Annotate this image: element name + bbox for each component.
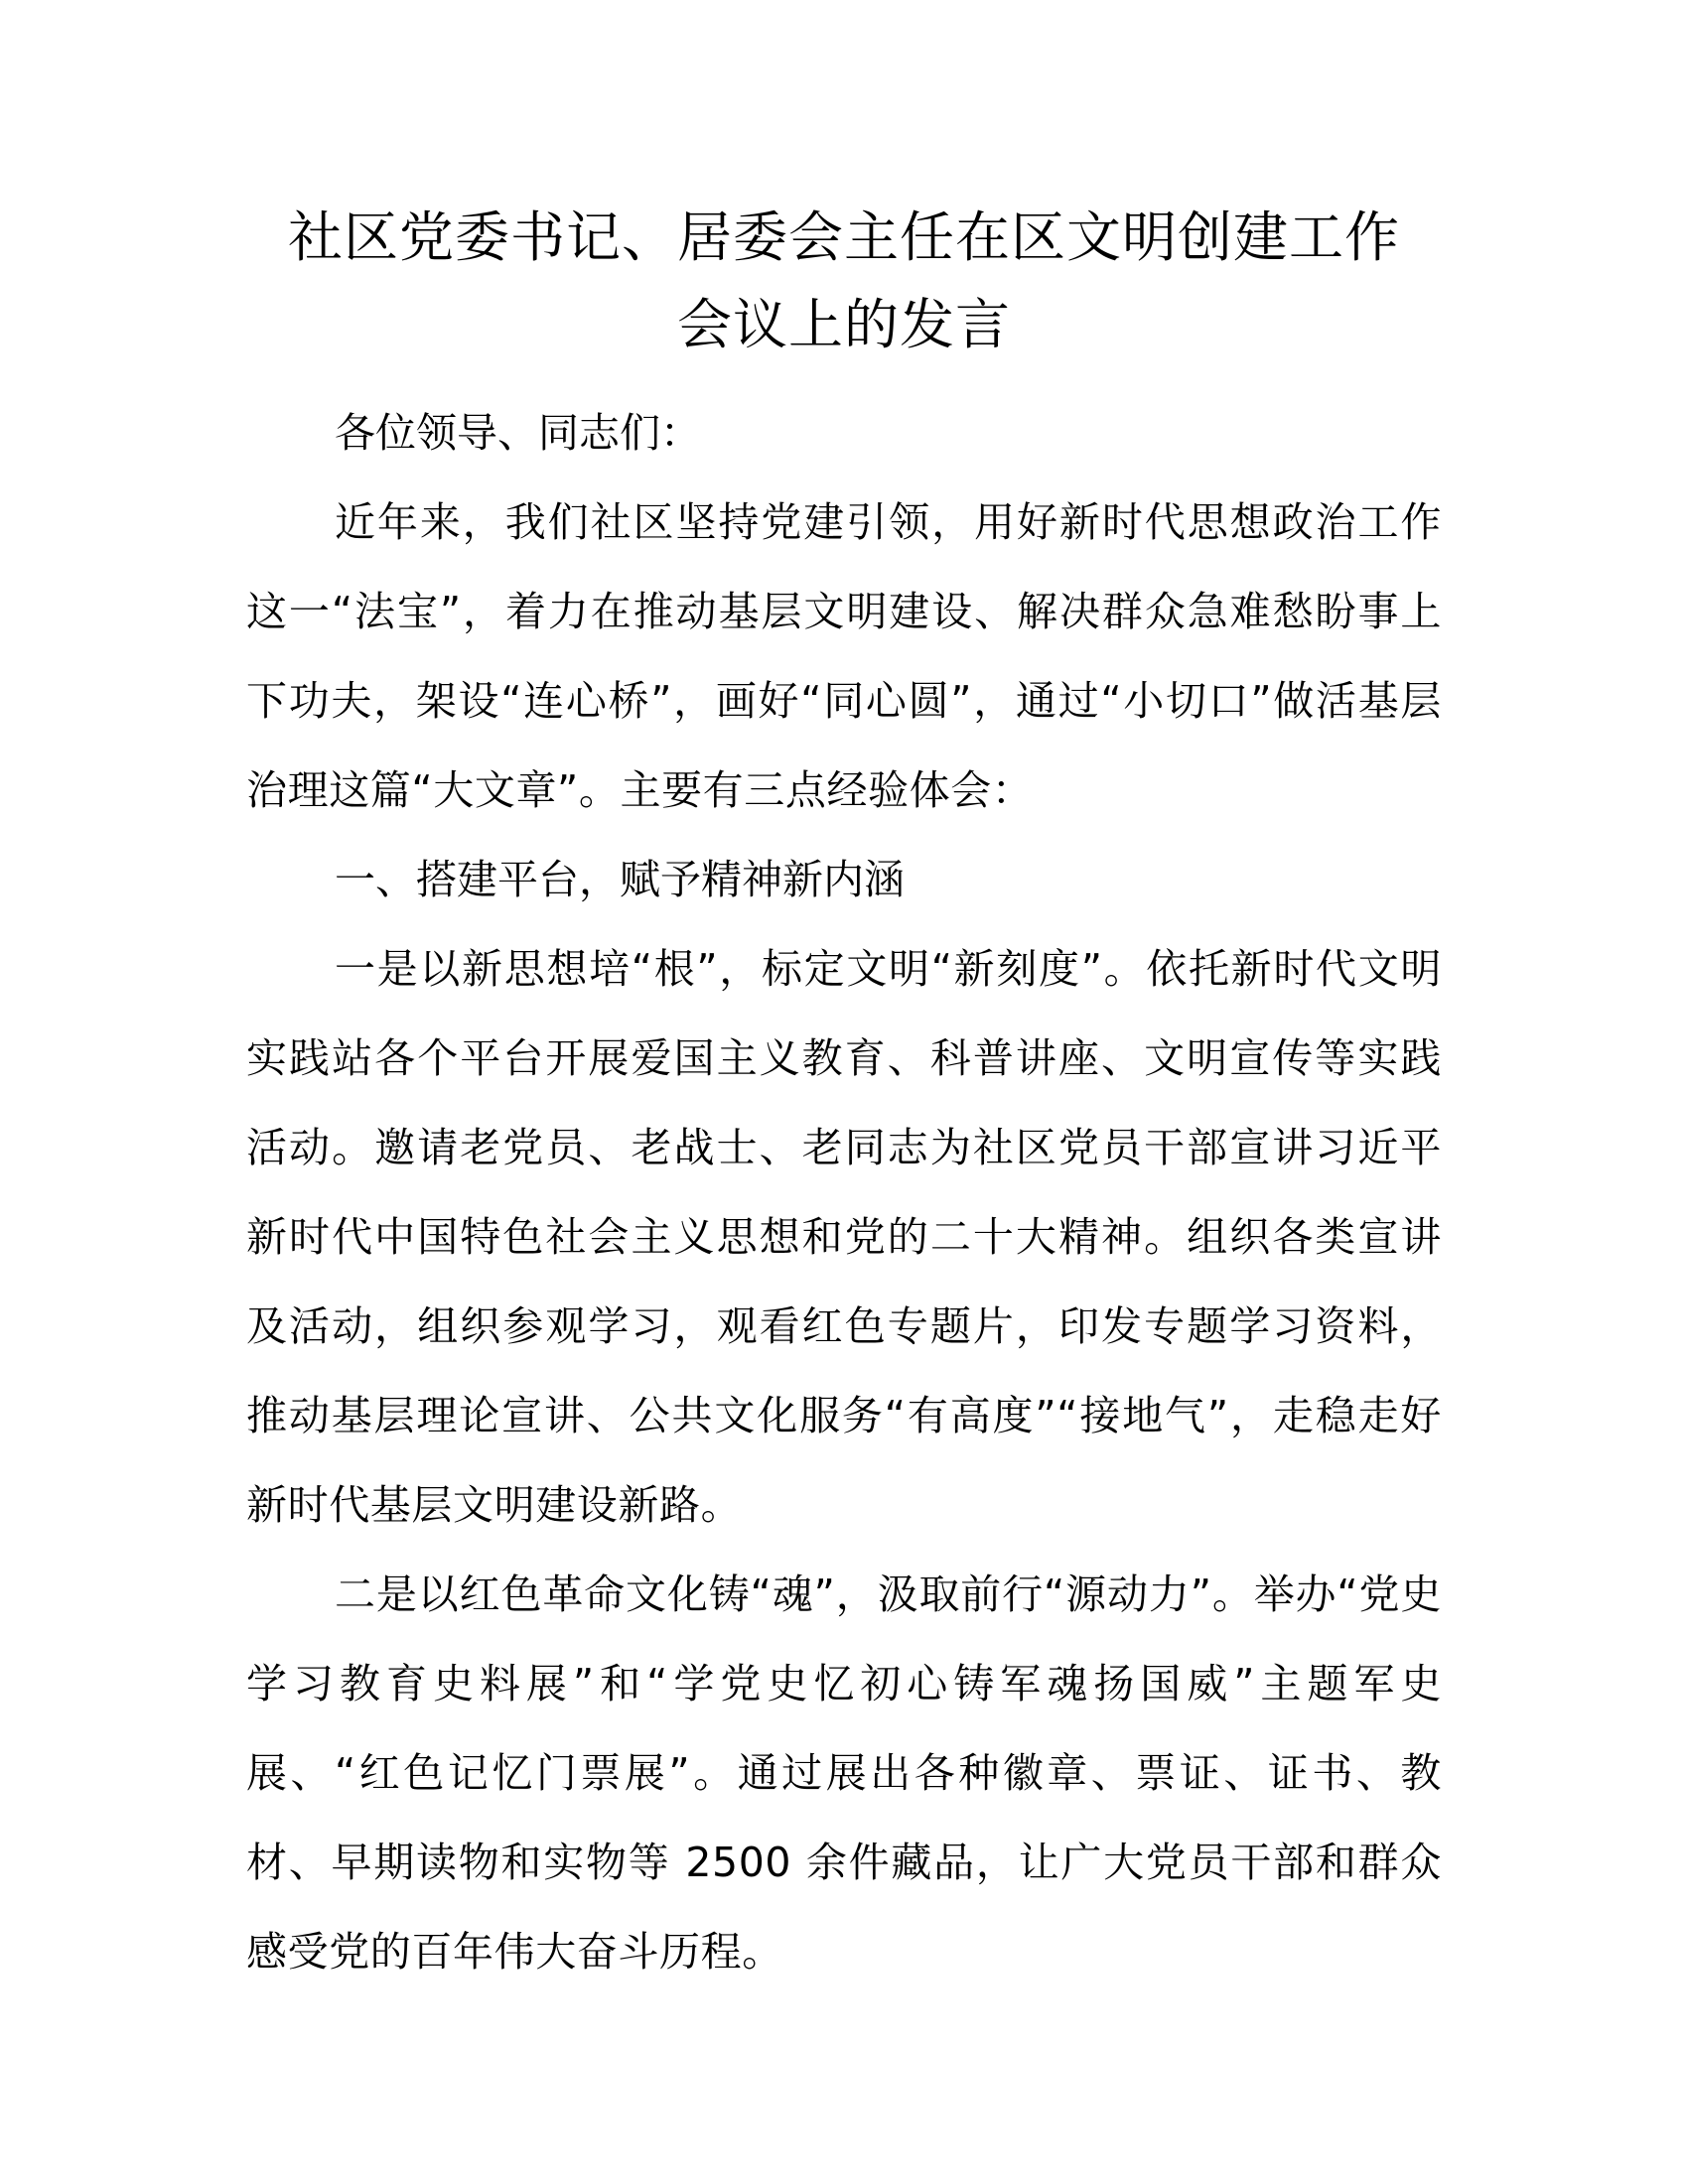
title-line-1: 社区党委书记、居委会主任在区文明创建工作 [287,205,1400,269]
point-2-paragraph: 二是以红色革命文化铸“魂”，汲取前行“源动力”。举办“党史学习教育史料展”和“学党史忆初心铸军魂扬国威”主题军史展、“红色记忆门票展”。通过展出各种徽章、票证、证书、教材、早期读物和实物等 2500 余件藏品，让广大党员干部和群众感受党的百年伟大奋斗历程。 [246,1570,1442,1976]
point-1-paragraph: 一是以新思想培“根”，标定文明“新刻度”。依托新时代文明实践站各个平台开展爱国主义教育、科普讲座、文明宣传等实践活动。邀请老党员、老战士、老同志为社区党员干部宣讲习近平新时代中国特色社会主义思想和党的二十大精神。组织各类宣讲及活动，组织参观学习，观看红色专题片，印发专题学习资料，推动基层理论宣讲、公共文化服务“有高度”“接地气”，走稳走好新时代基层文明建设新路。 [246,945,1442,1529]
salutation: 各位领导、同志们： [335,409,701,457]
section-heading-1: 一、搭建平台，赋予精神新内涵 [335,856,905,903]
intro-paragraph: 近年来，我们社区坚持党建引领，用好新时代思想政治工作这一“法宝”，着力在推动基层文明建设、解决群众急难愁盼事上下功夫，架设“连心桥”，画好“同心圆”，通过“小切口”做活基层治理这篇“大文章”。主要有三点经验体会： [246,498,1442,814]
title-line-2: 会议上的发言 [676,293,1011,356]
document-title [246,194,1442,368]
document-page [246,194,1442,1996]
